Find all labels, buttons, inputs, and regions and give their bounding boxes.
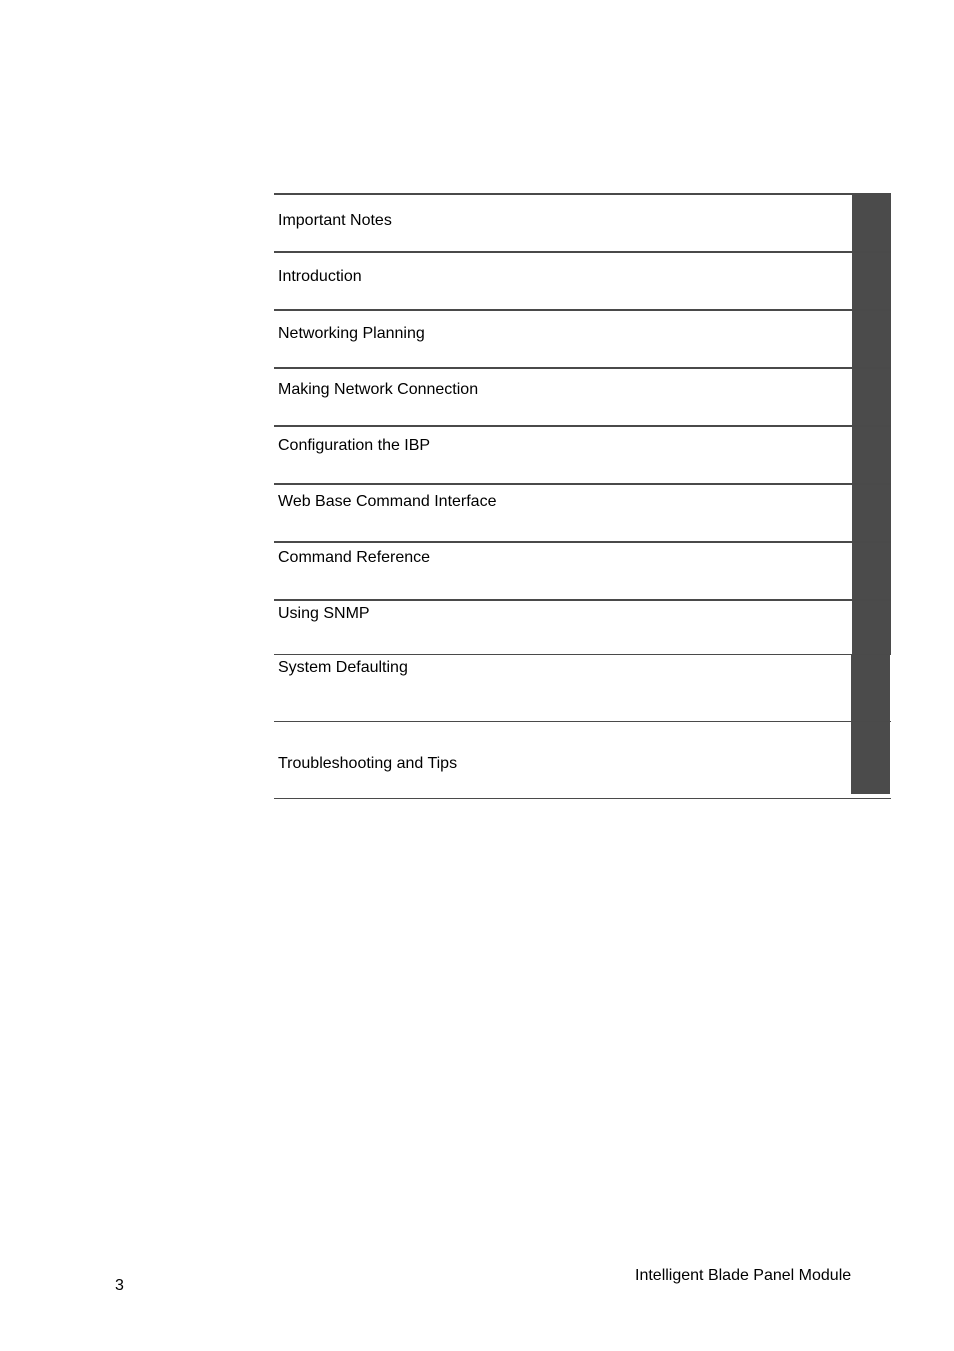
footer-document-title: Intelligent Blade Panel Module xyxy=(635,1267,852,1284)
toc-entry-important-notes[interactable] xyxy=(274,193,891,251)
toc-entry-introduction[interactable] xyxy=(274,251,891,309)
chapter-tab-marker xyxy=(852,601,891,654)
toc-entry-label: Command Reference xyxy=(278,549,431,566)
toc-entry-label: Networking Planning xyxy=(278,325,425,342)
toc-entry-label: Important Notes xyxy=(278,212,392,229)
chapter-tab-marker xyxy=(852,195,891,251)
chapter-tab-marker xyxy=(852,253,891,309)
toc-bottom-rule xyxy=(274,798,891,799)
toc-entry-configuration-the-ibp[interactable] xyxy=(274,425,891,483)
toc-entry-web-base-command-interface[interactable] xyxy=(274,483,891,541)
toc-entry-system-defaulting[interactable] xyxy=(274,654,891,721)
toc-entry-using-snmp[interactable] xyxy=(274,599,891,654)
toc-entry-troubleshooting-and-tips[interactable] xyxy=(274,721,891,794)
toc-entry-label: Using SNMP xyxy=(278,605,370,622)
chapter-tab-marker xyxy=(852,311,891,367)
chapter-tab-marker xyxy=(851,722,890,794)
toc-entry-command-reference[interactable] xyxy=(274,541,891,599)
toc-entry-label: Making Network Connection xyxy=(278,381,479,398)
toc-entry-label: System Defaulting xyxy=(278,659,408,676)
toc-entry-making-network-connection[interactable] xyxy=(274,367,891,425)
chapter-tab-marker xyxy=(852,427,891,483)
toc-entry-label: Introduction xyxy=(278,268,362,285)
chapter-tab-marker xyxy=(851,655,890,721)
toc-entry-networking-planning[interactable] xyxy=(274,309,891,367)
chapter-tab-marker xyxy=(852,369,891,425)
page-number: 3 xyxy=(115,1277,124,1294)
chapter-tab-marker xyxy=(852,543,891,599)
toc-entry-label: Configuration the IBP xyxy=(278,437,431,454)
chapter-tab-marker xyxy=(852,485,891,541)
toc-entry-label: Troubleshooting and Tips xyxy=(278,755,458,772)
toc-entry-label: Web Base Command Interface xyxy=(278,493,497,510)
